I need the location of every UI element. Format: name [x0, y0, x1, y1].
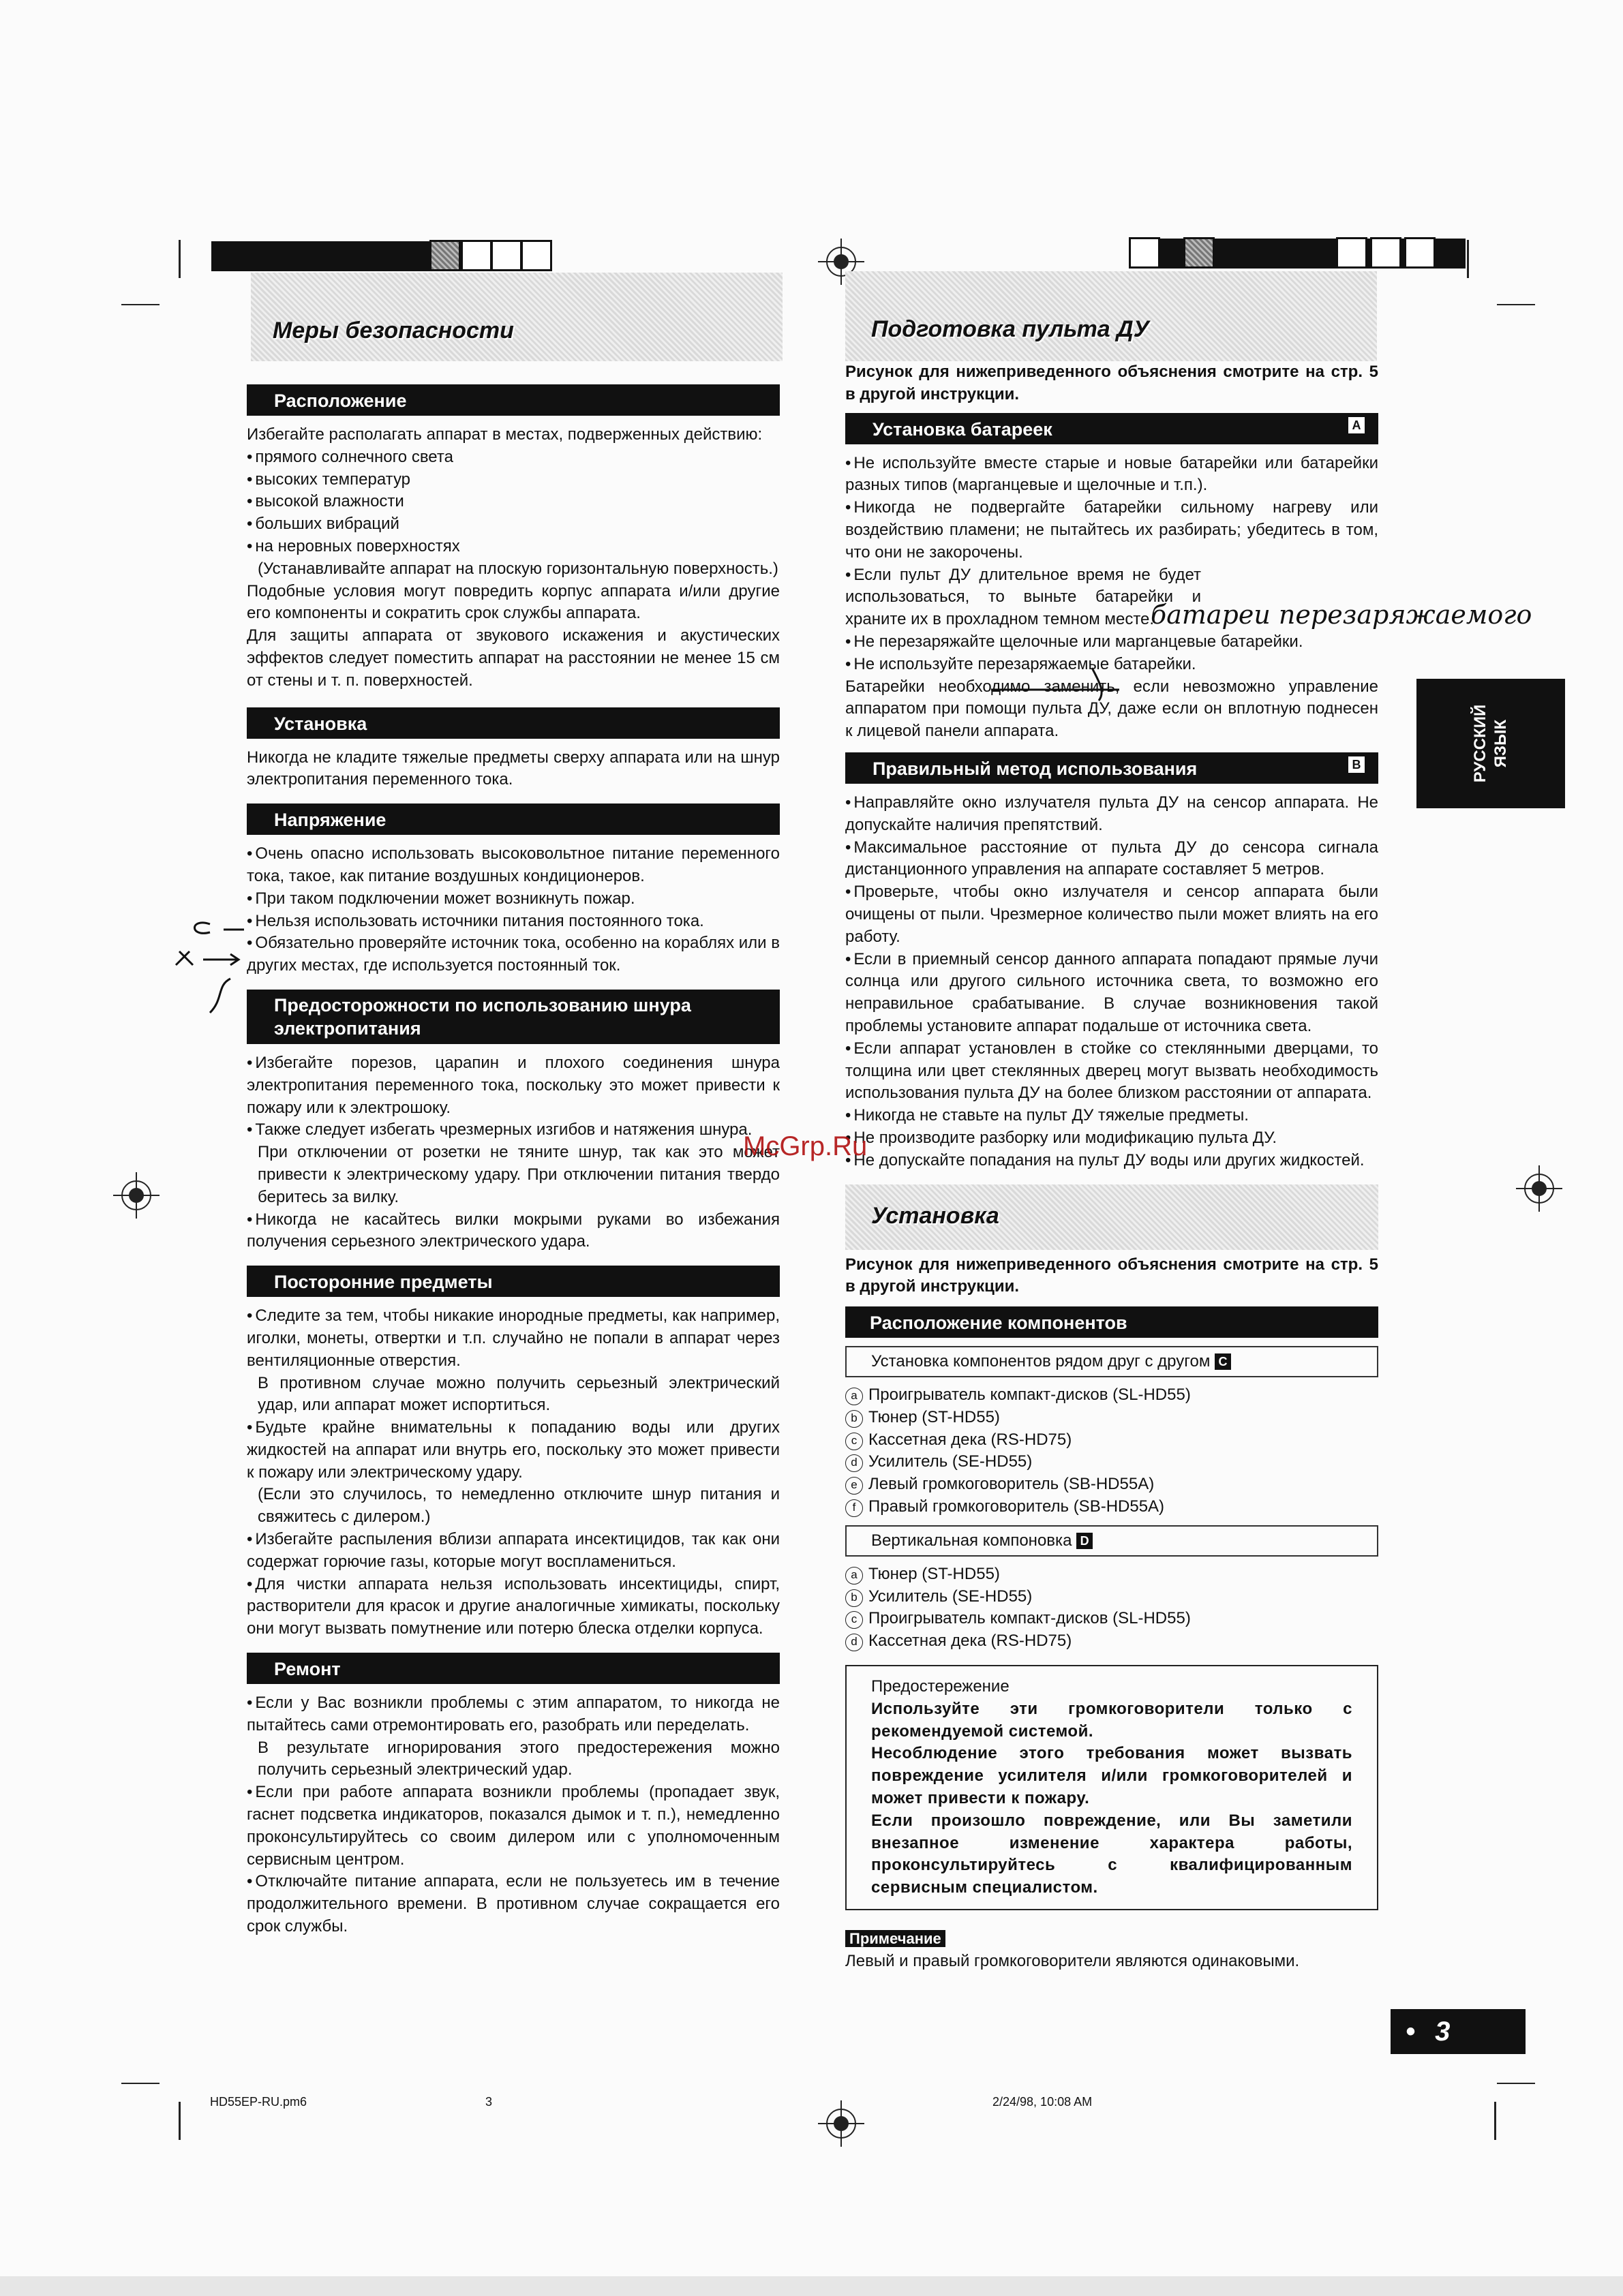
- bullet-item: • высоких температур: [247, 469, 780, 491]
- header-square: [521, 240, 552, 271]
- header-square: [1183, 237, 1215, 269]
- section-heading: [845, 413, 1378, 444]
- bullet-item: • высокой влажности: [247, 491, 780, 513]
- list-item: [845, 1429, 1378, 1452]
- paragraph: В результате игнорирования этого предостережения можно получить серьезный электрический удар.: [258, 1738, 780, 1779]
- bullet-item: • При таком подключении может возникнуть пожар.: [247, 888, 780, 910]
- list-marker: f: [845, 1499, 863, 1517]
- warning-box: [845, 1665, 1378, 1910]
- bullet-item: • Избегайте распыления вблизи аппарата инсектицидов, так как они содержат горючие газы, которые могут воспламениться.: [247, 1529, 780, 1574]
- section-heading-label: Установка батареек: [873, 418, 1052, 440]
- list-marker: e: [845, 1477, 863, 1495]
- list-item: [845, 1586, 1378, 1608]
- list-item-text: Тюнер (ST-HD55): [868, 1407, 1000, 1426]
- footer-date: 2/24/98, 10:08 AM: [992, 2095, 1093, 2109]
- bullet-item: • Максимальное расстояние от пульта ДУ до сенсора сигнала дистанционного управления на аппарате составляет 5 метров.: [845, 837, 1378, 882]
- list-item: [845, 1451, 1378, 1473]
- footer-file: HD55EP-RU.pm6: [210, 2095, 307, 2109]
- section-heading: Расположение компонентов: [845, 1306, 1378, 1338]
- bullet-item: • на неровных поверхностях: [247, 536, 780, 558]
- figure-tag: A: [1348, 417, 1365, 433]
- bullet-item: • Не перезаряжайте щелочные или марганцевые батарейки.: [845, 631, 1378, 654]
- list-item-text: Усилитель (SE-HD55): [868, 1452, 1033, 1471]
- component-list-2: [845, 1563, 1378, 1653]
- bullet-item: • Направляйте окно излучателя пульта ДУ на сенсор аппарата. Не допускайте наличия препятствий.: [845, 792, 1378, 837]
- bullet-item: • Никогда не подвергайте батарейки сильному нагреву или воздействию пламени; не пытайтесь их разбирать; убедитесь в том, что они не закорочены.: [845, 497, 1378, 564]
- warning-text: Используйте эти громкоговорители только с рекомендуемой системой.: [871, 1699, 1352, 1741]
- paragraph: Батарейки необходимо заменить, если невозможно управление аппаратом при помощи пульта ДУ, даже если он вплотную поднесен к лицевой панели аппарата.: [845, 677, 1378, 741]
- list-marker: d: [845, 1634, 863, 1651]
- crop-mark: [121, 2083, 160, 2084]
- warning-text: Если произошло повреждение, или Вы заметили внезапное изменение характера работы, проконсультируйтесь с квалифицированным сервисным специалистом.: [871, 1811, 1352, 1897]
- list-item: [845, 1473, 1378, 1496]
- note-text: Левый и правый громкоговорители являются одинаковыми.: [845, 1951, 1300, 1970]
- language-line-1: РУССКИЙ: [1471, 704, 1489, 783]
- language-side-tab-text: [1470, 705, 1511, 782]
- header-square: [429, 240, 461, 271]
- note: [845, 1928, 1378, 1973]
- list-item: [845, 1496, 1378, 1518]
- bullet-item: • Если при работе аппарата возникли проблемы (пропадает звук, гаснет подсветка индикаторов, показался дымок и т. п.), немедленно проконсультируйтесь со своим дилером или с уполномоченным сервисным центром.: [247, 1781, 780, 1871]
- paragraph: Никогда не кладите тяжелые предметы сверху аппарата или на шнур электропитания переменного тока.: [247, 748, 780, 789]
- crop-mark: [179, 2102, 181, 2140]
- watermark: McGrp.Ru: [743, 1131, 868, 1161]
- list-item: [845, 1407, 1378, 1429]
- list-marker: d: [845, 1454, 863, 1472]
- handwritten-strike: [990, 654, 1249, 702]
- layout-box-label: Установка компонентов рядом друг с другом: [871, 1352, 1211, 1371]
- registration-mark: [121, 1180, 151, 1210]
- intro-text: Рисунок для нижеприведенного объяснения смотрите на стр. 5 в другой инструкции.: [845, 1255, 1378, 1296]
- bullet-item: • Также следует избегать чрезмерных изгибов и натяжения шнура.: [247, 1119, 780, 1142]
- section-heading: Напряжение: [247, 803, 780, 835]
- crop-mark: [179, 240, 181, 278]
- list-item-text: Левый громкоговоритель (SB-HD55A): [868, 1475, 1155, 1494]
- page-number-box: [1391, 2009, 1526, 2054]
- list-marker: c: [845, 1611, 863, 1629]
- bullet-item: • Для чистки аппарата нельзя использовать инсектициды, спирт, растворители для красок и другие аналогичные химикаты, поскольку они могут вызвать помутнение или потерю блеска отделки корпуса.: [247, 1574, 780, 1640]
- section-heading: Установка: [247, 707, 780, 739]
- bullet-item: • Если аппарат установлен в стойке со стеклянными дверцами, то толщина или цвет стеклянных дверец могут вызвать необходимость использования пульта ДУ на более близком расстоянии от аппарата.: [845, 1038, 1378, 1105]
- note-heading: Примечание: [845, 1930, 945, 1947]
- registration-mark: [1524, 1174, 1554, 1204]
- header-square: [491, 240, 522, 271]
- left-column: [247, 379, 780, 1938]
- layout-box-vertical: [845, 1525, 1378, 1557]
- bullet-item: • Не допускайте попадания на пульт ДУ воды или других жидкостей.: [845, 1150, 1378, 1172]
- list-item-text: Кассетная дека (RS-HD75): [868, 1632, 1072, 1651]
- bullet-item: • Не производите разборку или модификацию пульта ДУ.: [845, 1127, 1378, 1150]
- list-item-text: Тюнер (ST-HD55): [868, 1564, 1000, 1583]
- bullet-item: • Следите за тем, чтобы никакие инородные предметы, как например, иголки, монеты, отвертки и т.п. случайно не попали в аппарат через вентиляционные отверстия.: [247, 1305, 780, 1372]
- bullet-item: • Будьте крайне внимательны к попаданию воды или других жидкостей на аппарат или внутрь его, поскольку это может привести к пожару или электрическому удару.: [247, 1417, 780, 1484]
- list-item-text: Усилитель (SE-HD55): [868, 1587, 1033, 1606]
- page-title-left: Меры безопасности: [273, 318, 514, 343]
- registration-mark: [826, 2109, 856, 2139]
- bullet-item: • Нельзя использовать источники питания постоянного тока.: [247, 910, 780, 933]
- paragraph: Избегайте располагать аппарат в местах, подверженных действию:: [247, 425, 763, 444]
- bullet-item: • прямого солнечного света: [247, 446, 780, 469]
- paragraph: (Устанавливайте аппарат на плоскую горизонтальную поверхность.): [258, 559, 778, 578]
- figure-tag: B: [1348, 756, 1365, 773]
- component-list-1: [845, 1384, 1378, 1518]
- language-line-2: ЯЗЫК: [1491, 719, 1510, 768]
- intro-text: Рисунок для нижеприведенного объяснения смотрите на стр. 5 в другой инструкции.: [845, 363, 1378, 403]
- crop-mark: [1497, 304, 1535, 305]
- list-item: [845, 1563, 1378, 1586]
- list-marker: c: [845, 1433, 863, 1450]
- list-item-text: Кассетная дека (RS-HD75): [868, 1430, 1072, 1449]
- bullet-item: • Не используйте вместе старые и новые батарейки или батарейки разных типов (марганцевые и щелочные и т.п.).: [845, 453, 1378, 498]
- section-title-install: Установка: [871, 1202, 999, 1229]
- section-heading: Ремонт: [247, 1653, 780, 1684]
- list-item: [845, 1630, 1378, 1653]
- list-marker: a: [845, 1388, 863, 1405]
- warning-heading: Предостережение: [871, 1677, 1010, 1696]
- title-background: [845, 1184, 1378, 1250]
- bullet-item: • Если пульт ДУ длительное время не будет использоваться, то выньте батарейки и храните их в прохладном темном месте.: [845, 564, 1378, 631]
- bullet-item: • Не используйте перезаряжаемые батарейки.: [845, 654, 1378, 676]
- language-side-tab: [1416, 679, 1565, 808]
- paragraph: При отключении от розетки не тяните шнур, так как это может привести к электрическому удару. При отключении питания твердо беритесь за вилку.: [258, 1143, 780, 1206]
- section-heading: Посторонние предметы: [247, 1266, 780, 1297]
- page-title-right: Подготовка пульта ДУ: [871, 316, 1149, 342]
- footer-page: 3: [485, 2095, 493, 2109]
- section-heading: Расположение: [247, 384, 780, 416]
- list-marker: b: [845, 1589, 863, 1607]
- list-marker: a: [845, 1567, 863, 1585]
- paragraph: Для защиты аппарата от звукового искажения и акустических эффектов следует поместить аппарат на расстоянии не менее 15 см от стены и т. п. поверхностей.: [247, 626, 780, 690]
- list-marker: b: [845, 1410, 863, 1428]
- paragraph: Подобные условия могут повредить корпус аппарата и/или другие его компоненты и сократить срок службы аппарата.: [247, 581, 780, 623]
- handwritten-margin-marks: [162, 910, 258, 1020]
- layout-box-label: Вертикальная компоновка: [871, 1531, 1072, 1550]
- list-item: [845, 1384, 1378, 1407]
- bullet-item: • Обязательно проверяйте источник тока, особенно на кораблях или в других местах, где используется постоянный ток.: [247, 932, 780, 977]
- bullet-item: • больших вибраций: [247, 513, 780, 536]
- header-square: [1129, 237, 1160, 269]
- crop-mark: [1497, 2083, 1535, 2084]
- header-square: [1336, 237, 1367, 269]
- scan-edge: [0, 2276, 1623, 2296]
- section-heading-label: Правильный метод использования: [873, 758, 1198, 779]
- title-background: [251, 273, 783, 361]
- section-heading: Предосторожности по использованию шнура электропитания: [247, 990, 780, 1044]
- figure-tag: C: [1215, 1353, 1231, 1370]
- bullet-item: • Если в приемный сенсор данного аппарата попадают прямые лучи солнца или другого сильного источника света, то возможно его неправильное срабатывание. В случае возникновения такой проблемы установите аппарат подальше от источника света.: [845, 949, 1378, 1038]
- list-item-text: Проигрыватель компакт-дисков (SL-HD55): [868, 1386, 1191, 1405]
- crop-mark: [1494, 2102, 1496, 2140]
- bullet-item: • Отключайте питание аппарата, если не пользуетесь им в течение продолжительного времени. В противном случае сокращается его срок службы.: [247, 1871, 780, 1938]
- list-item-text: Правый громкоговоритель (SB-HD55A): [868, 1497, 1165, 1516]
- layout-box-side-by-side: [845, 1346, 1378, 1377]
- list-item: [845, 1608, 1378, 1630]
- crop-mark: [1467, 240, 1469, 278]
- bullet-item: • Избегайте порезов, царапин и плохого соединения шнура электропитания переменного тока, поскольку это может привести к пожару или к электрошоку.: [247, 1052, 780, 1119]
- handwritten-note: батареи перезаряжаемого: [1151, 600, 1532, 630]
- warning-text: Несоблюдение этого требования может вызвать повреждение усилителя и/или громкоговорителей и может привести к пожару.: [871, 1744, 1352, 1808]
- bullet-item: • Никогда не касайтесь вилки мокрыми руками во избежания получения серьезного электрического удара.: [247, 1209, 780, 1254]
- crop-mark: [121, 304, 160, 305]
- figure-tag: D: [1076, 1533, 1093, 1549]
- bullet-item: • Никогда не ставьте на пульт ДУ тяжелые предметы.: [845, 1105, 1378, 1127]
- bullet-item: • Очень опасно использовать высоковольтное питание переменного тока, такое, как питание воздушных кондиционеров.: [247, 843, 780, 888]
- list-item-text: Проигрыватель компакт-дисков (SL-HD55): [868, 1609, 1191, 1628]
- paragraph: В противном случае можно получить серьезный электрический удар, или аппарат может испортиться.: [258, 1373, 780, 1415]
- page-number: 3: [1435, 2017, 1451, 2047]
- header-square: [1404, 237, 1436, 269]
- bullet-item: • Проверьте, чтобы окно излучателя и сенсор аппарата были очищены от пыли. Чрезмерное количество пыли может влиять на его работу.: [845, 881, 1378, 948]
- paragraph: (Если это случилось, то немедленно отключите шнур питания и свяжитесь с дилером.): [258, 1485, 780, 1527]
- page-number-dot: •: [1406, 2017, 1416, 2047]
- bullet-item: • Если у Вас возникли проблемы с этим аппаратом, то никогда не пытайтесь сами отремонтировать его, разобрать или переделать.: [247, 1692, 780, 1737]
- header-square: [461, 240, 492, 271]
- section-heading: [845, 752, 1378, 784]
- header-square: [1370, 237, 1401, 269]
